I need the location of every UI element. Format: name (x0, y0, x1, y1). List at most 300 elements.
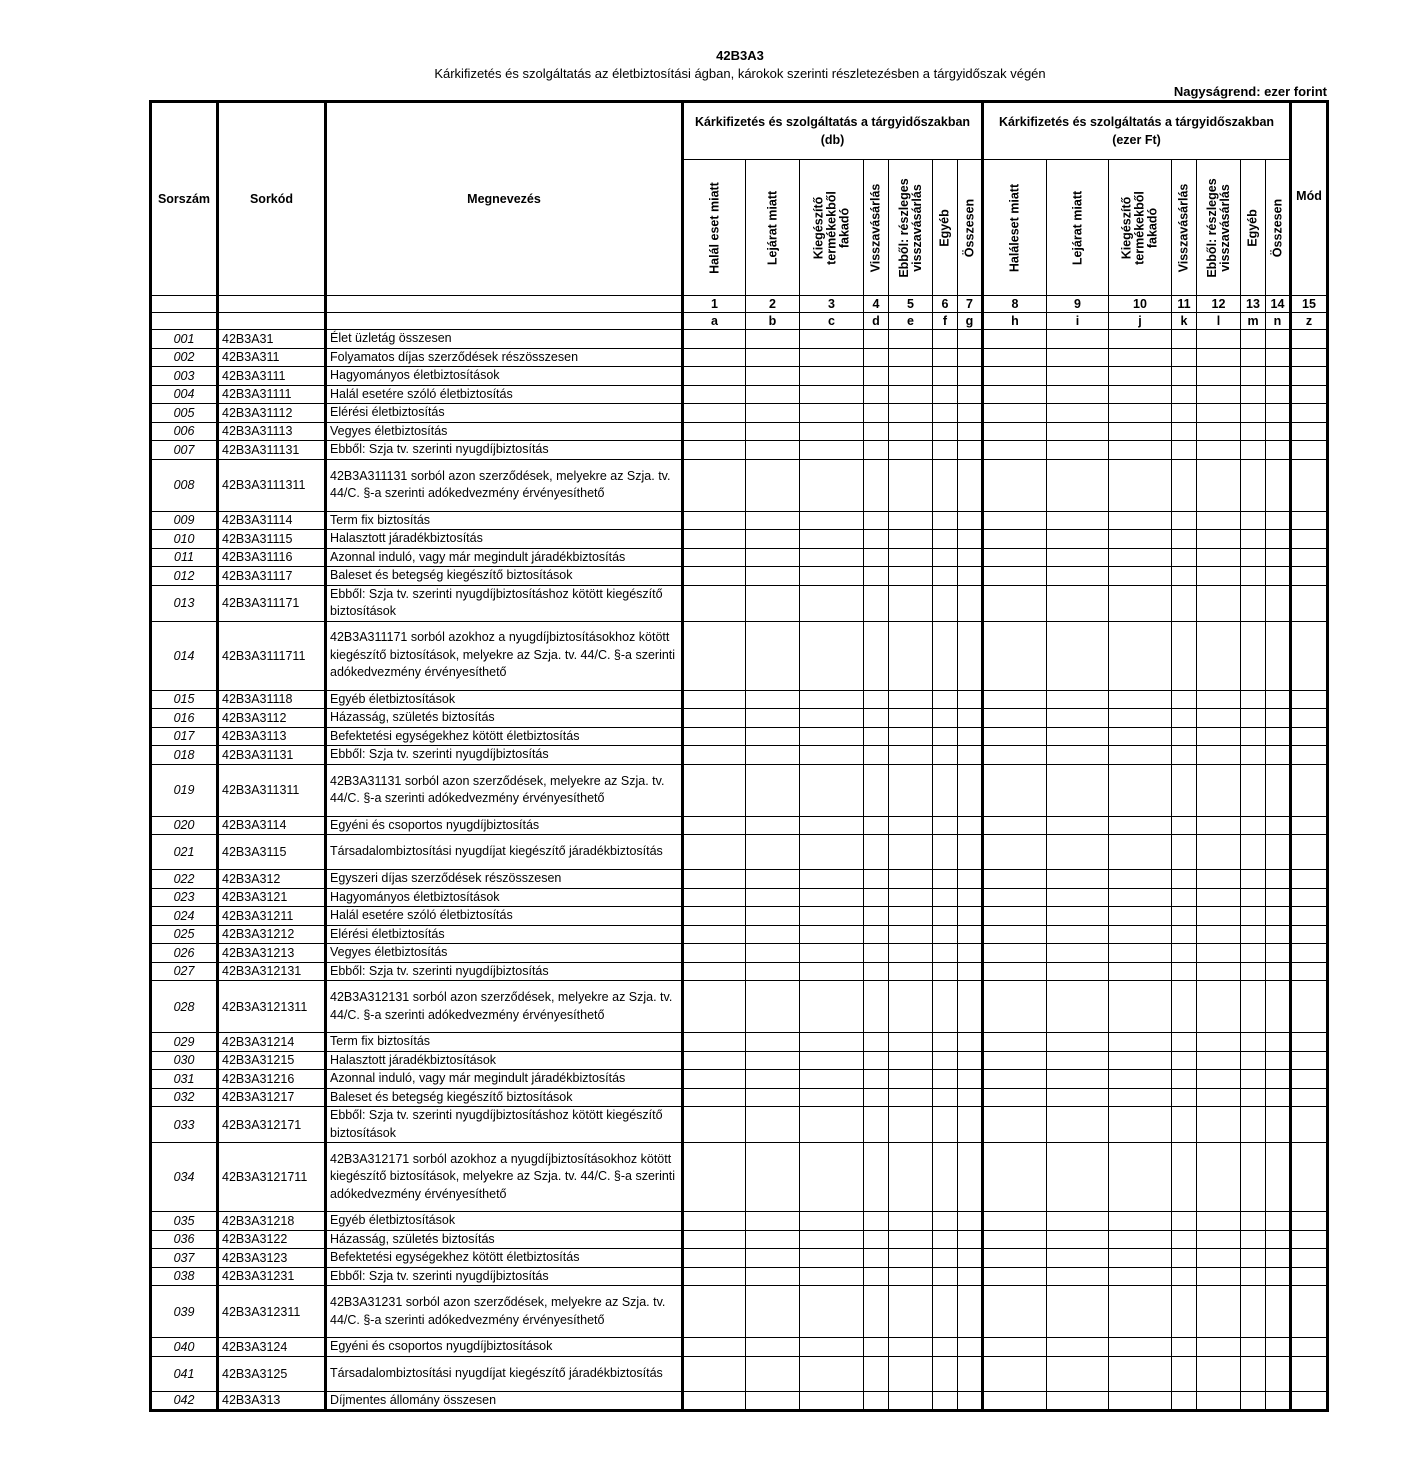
data-cell[interactable] (683, 621, 746, 690)
data-cell[interactable] (683, 962, 746, 981)
data-cell[interactable] (1241, 1143, 1266, 1212)
data-cell[interactable] (1172, 709, 1197, 728)
data-cell[interactable] (983, 1338, 1047, 1357)
data-cell[interactable] (800, 1212, 864, 1231)
data-cell[interactable] (864, 1356, 889, 1391)
data-cell[interactable] (1291, 1143, 1328, 1212)
data-cell[interactable] (1241, 1107, 1266, 1143)
data-cell[interactable] (746, 1249, 800, 1268)
data-cell[interactable] (683, 567, 746, 586)
data-cell[interactable] (1241, 330, 1266, 349)
data-cell[interactable] (746, 1070, 800, 1089)
data-cell[interactable] (958, 459, 983, 511)
data-cell[interactable] (1291, 1338, 1328, 1357)
data-cell[interactable] (1241, 1338, 1266, 1357)
data-cell[interactable] (1047, 709, 1109, 728)
data-cell[interactable] (889, 1051, 933, 1070)
data-cell[interactable] (933, 1267, 958, 1286)
data-cell[interactable] (1047, 404, 1109, 423)
data-cell[interactable] (800, 907, 864, 926)
data-cell[interactable] (800, 1249, 864, 1268)
data-cell[interactable] (1291, 907, 1328, 926)
data-cell[interactable] (1109, 585, 1172, 621)
data-cell[interactable] (958, 870, 983, 889)
data-cell[interactable] (1047, 727, 1109, 746)
data-cell[interactable] (800, 567, 864, 586)
data-cell[interactable] (746, 962, 800, 981)
data-cell[interactable] (864, 330, 889, 349)
data-cell[interactable] (889, 1286, 933, 1338)
data-cell[interactable] (1109, 385, 1172, 404)
data-cell[interactable] (933, 925, 958, 944)
data-cell[interactable] (800, 925, 864, 944)
data-cell[interactable] (958, 981, 983, 1033)
data-cell[interactable] (889, 907, 933, 926)
data-cell[interactable] (800, 404, 864, 423)
data-cell[interactable] (889, 330, 933, 349)
data-cell[interactable] (864, 944, 889, 963)
data-cell[interactable] (683, 944, 746, 963)
data-cell[interactable] (683, 511, 746, 530)
data-cell[interactable] (1241, 422, 1266, 441)
data-cell[interactable] (983, 727, 1047, 746)
data-cell[interactable] (1291, 925, 1328, 944)
data-cell[interactable] (1172, 944, 1197, 963)
data-cell[interactable] (683, 816, 746, 835)
data-cell[interactable] (1172, 746, 1197, 765)
data-cell[interactable] (746, 367, 800, 386)
data-cell[interactable] (933, 1107, 958, 1143)
data-cell[interactable] (1197, 925, 1241, 944)
data-cell[interactable] (746, 567, 800, 586)
data-cell[interactable] (683, 1230, 746, 1249)
data-cell[interactable] (889, 1088, 933, 1107)
data-cell[interactable] (983, 422, 1047, 441)
data-cell[interactable] (864, 548, 889, 567)
data-cell[interactable] (1291, 888, 1328, 907)
data-cell[interactable] (1047, 511, 1109, 530)
data-cell[interactable] (1197, 835, 1241, 870)
data-cell[interactable] (864, 1033, 889, 1052)
data-cell[interactable] (933, 567, 958, 586)
data-cell[interactable] (933, 1033, 958, 1052)
data-cell[interactable] (958, 348, 983, 367)
data-cell[interactable] (1266, 764, 1291, 816)
data-cell[interactable] (958, 1286, 983, 1338)
data-cell[interactable] (983, 567, 1047, 586)
data-cell[interactable] (683, 1070, 746, 1089)
data-cell[interactable] (800, 1267, 864, 1286)
data-cell[interactable] (958, 1033, 983, 1052)
data-cell[interactable] (958, 567, 983, 586)
data-cell[interactable] (1197, 404, 1241, 423)
data-cell[interactable] (889, 1338, 933, 1357)
data-cell[interactable] (983, 1356, 1047, 1391)
data-cell[interactable] (746, 404, 800, 423)
data-cell[interactable] (1172, 348, 1197, 367)
data-cell[interactable] (983, 907, 1047, 926)
data-cell[interactable] (1172, 925, 1197, 944)
data-cell[interactable] (800, 870, 864, 889)
data-cell[interactable] (1109, 1230, 1172, 1249)
data-cell[interactable] (746, 727, 800, 746)
data-cell[interactable] (1109, 1267, 1172, 1286)
data-cell[interactable] (1109, 709, 1172, 728)
data-cell[interactable] (683, 870, 746, 889)
data-cell[interactable] (1241, 1212, 1266, 1231)
data-cell[interactable] (1241, 1249, 1266, 1268)
data-cell[interactable] (1172, 1230, 1197, 1249)
data-cell[interactable] (746, 870, 800, 889)
data-cell[interactable] (1241, 764, 1266, 816)
data-cell[interactable] (1109, 690, 1172, 709)
data-cell[interactable] (1172, 330, 1197, 349)
data-cell[interactable] (1197, 367, 1241, 386)
data-cell[interactable] (1266, 1286, 1291, 1338)
data-cell[interactable] (1291, 530, 1328, 549)
data-cell[interactable] (746, 441, 800, 460)
data-cell[interactable] (1291, 709, 1328, 728)
data-cell[interactable] (1047, 981, 1109, 1033)
data-cell[interactable] (1172, 1286, 1197, 1338)
data-cell[interactable] (1109, 367, 1172, 386)
data-cell[interactable] (1241, 944, 1266, 963)
data-cell[interactable] (1172, 1356, 1197, 1391)
data-cell[interactable] (958, 962, 983, 981)
data-cell[interactable] (1241, 441, 1266, 460)
data-cell[interactable] (1109, 511, 1172, 530)
data-cell[interactable] (1109, 870, 1172, 889)
data-cell[interactable] (1197, 348, 1241, 367)
data-cell[interactable] (800, 385, 864, 404)
data-cell[interactable] (1109, 981, 1172, 1033)
data-cell[interactable] (1172, 1070, 1197, 1089)
data-cell[interactable] (1109, 944, 1172, 963)
data-cell[interactable] (746, 422, 800, 441)
data-cell[interactable] (1197, 1088, 1241, 1107)
data-cell[interactable] (1172, 530, 1197, 549)
data-cell[interactable] (1241, 567, 1266, 586)
data-cell[interactable] (1047, 1088, 1109, 1107)
data-cell[interactable] (1197, 709, 1241, 728)
data-cell[interactable] (1047, 530, 1109, 549)
data-cell[interactable] (933, 1143, 958, 1212)
data-cell[interactable] (1241, 816, 1266, 835)
data-cell[interactable] (1197, 567, 1241, 586)
data-cell[interactable] (1197, 422, 1241, 441)
data-cell[interactable] (746, 1286, 800, 1338)
data-cell[interactable] (1172, 459, 1197, 511)
data-cell[interactable] (889, 422, 933, 441)
data-cell[interactable] (1172, 1267, 1197, 1286)
data-cell[interactable] (1047, 1143, 1109, 1212)
data-cell[interactable] (983, 1212, 1047, 1231)
data-cell[interactable] (1291, 404, 1328, 423)
data-cell[interactable] (1172, 835, 1197, 870)
data-cell[interactable] (1172, 1338, 1197, 1357)
data-cell[interactable] (683, 746, 746, 765)
data-cell[interactable] (1291, 621, 1328, 690)
data-cell[interactable] (1291, 367, 1328, 386)
data-cell[interactable] (746, 530, 800, 549)
data-cell[interactable] (889, 530, 933, 549)
data-cell[interactable] (983, 1286, 1047, 1338)
data-cell[interactable] (746, 330, 800, 349)
data-cell[interactable] (1109, 459, 1172, 511)
data-cell[interactable] (800, 511, 864, 530)
data-cell[interactable] (983, 459, 1047, 511)
data-cell[interactable] (933, 1051, 958, 1070)
data-cell[interactable] (864, 981, 889, 1033)
data-cell[interactable] (800, 548, 864, 567)
data-cell[interactable] (889, 870, 933, 889)
data-cell[interactable] (983, 1033, 1047, 1052)
data-cell[interactable] (746, 1338, 800, 1357)
data-cell[interactable] (1197, 888, 1241, 907)
data-cell[interactable] (933, 746, 958, 765)
data-cell[interactable] (683, 367, 746, 386)
data-cell[interactable] (1047, 1212, 1109, 1231)
data-cell[interactable] (1197, 1051, 1241, 1070)
data-cell[interactable] (958, 907, 983, 926)
data-cell[interactable] (1172, 367, 1197, 386)
data-cell[interactable] (1172, 727, 1197, 746)
data-cell[interactable] (983, 530, 1047, 549)
data-cell[interactable] (1266, 727, 1291, 746)
data-cell[interactable] (933, 727, 958, 746)
data-cell[interactable] (933, 690, 958, 709)
data-cell[interactable] (1241, 621, 1266, 690)
data-cell[interactable] (889, 746, 933, 765)
data-cell[interactable] (1197, 530, 1241, 549)
data-cell[interactable] (1047, 621, 1109, 690)
data-cell[interactable] (1047, 567, 1109, 586)
data-cell[interactable] (1197, 870, 1241, 889)
data-cell[interactable] (958, 764, 983, 816)
data-cell[interactable] (1047, 870, 1109, 889)
data-cell[interactable] (1291, 459, 1328, 511)
data-cell[interactable] (800, 1230, 864, 1249)
data-cell[interactable] (1266, 690, 1291, 709)
data-cell[interactable] (746, 764, 800, 816)
data-cell[interactable] (958, 422, 983, 441)
data-cell[interactable] (1291, 1107, 1328, 1143)
data-cell[interactable] (683, 727, 746, 746)
data-cell[interactable] (1241, 907, 1266, 926)
data-cell[interactable] (983, 1391, 1047, 1411)
data-cell[interactable] (746, 1212, 800, 1231)
data-cell[interactable] (983, 330, 1047, 349)
data-cell[interactable] (683, 1051, 746, 1070)
data-cell[interactable] (1047, 1230, 1109, 1249)
data-cell[interactable] (983, 621, 1047, 690)
data-cell[interactable] (933, 962, 958, 981)
data-cell[interactable] (1047, 459, 1109, 511)
data-cell[interactable] (683, 925, 746, 944)
data-cell[interactable] (864, 816, 889, 835)
data-cell[interactable] (1241, 1070, 1266, 1089)
data-cell[interactable] (1172, 1391, 1197, 1411)
data-cell[interactable] (800, 835, 864, 870)
data-cell[interactable] (933, 621, 958, 690)
data-cell[interactable] (1109, 348, 1172, 367)
data-cell[interactable] (1197, 727, 1241, 746)
data-cell[interactable] (889, 1033, 933, 1052)
data-cell[interactable] (1109, 1356, 1172, 1391)
data-cell[interactable] (1241, 1267, 1266, 1286)
data-cell[interactable] (958, 1267, 983, 1286)
data-cell[interactable] (1241, 835, 1266, 870)
data-cell[interactable] (800, 1088, 864, 1107)
data-cell[interactable] (1241, 981, 1266, 1033)
data-cell[interactable] (1109, 764, 1172, 816)
data-cell[interactable] (683, 1391, 746, 1411)
data-cell[interactable] (958, 385, 983, 404)
data-cell[interactable] (958, 925, 983, 944)
data-cell[interactable] (1172, 404, 1197, 423)
data-cell[interactable] (683, 441, 746, 460)
data-cell[interactable] (1197, 1033, 1241, 1052)
data-cell[interactable] (746, 944, 800, 963)
data-cell[interactable] (889, 764, 933, 816)
data-cell[interactable] (683, 348, 746, 367)
data-cell[interactable] (1266, 1070, 1291, 1089)
data-cell[interactable] (1266, 835, 1291, 870)
data-cell[interactable] (1047, 1070, 1109, 1089)
data-cell[interactable] (933, 530, 958, 549)
data-cell[interactable] (1109, 727, 1172, 746)
data-cell[interactable] (1047, 367, 1109, 386)
data-cell[interactable] (983, 1267, 1047, 1286)
data-cell[interactable] (864, 907, 889, 926)
data-cell[interactable] (1047, 585, 1109, 621)
data-cell[interactable] (958, 530, 983, 549)
data-cell[interactable] (1241, 548, 1266, 567)
data-cell[interactable] (1266, 944, 1291, 963)
data-cell[interactable] (1241, 348, 1266, 367)
data-cell[interactable] (800, 1286, 864, 1338)
data-cell[interactable] (958, 1107, 983, 1143)
data-cell[interactable] (864, 385, 889, 404)
data-cell[interactable] (983, 548, 1047, 567)
data-cell[interactable] (746, 585, 800, 621)
data-cell[interactable] (933, 1356, 958, 1391)
data-cell[interactable] (958, 404, 983, 423)
data-cell[interactable] (983, 1249, 1047, 1268)
data-cell[interactable] (1109, 1391, 1172, 1411)
data-cell[interactable] (800, 962, 864, 981)
data-cell[interactable] (958, 1391, 983, 1411)
data-cell[interactable] (1172, 1143, 1197, 1212)
data-cell[interactable] (933, 816, 958, 835)
data-cell[interactable] (1172, 385, 1197, 404)
data-cell[interactable] (683, 907, 746, 926)
data-cell[interactable] (889, 1143, 933, 1212)
data-cell[interactable] (683, 385, 746, 404)
data-cell[interactable] (864, 459, 889, 511)
data-cell[interactable] (983, 385, 1047, 404)
data-cell[interactable] (746, 690, 800, 709)
data-cell[interactable] (958, 330, 983, 349)
data-cell[interactable] (958, 888, 983, 907)
data-cell[interactable] (683, 459, 746, 511)
data-cell[interactable] (1266, 404, 1291, 423)
data-cell[interactable] (1266, 925, 1291, 944)
data-cell[interactable] (746, 888, 800, 907)
data-cell[interactable] (1266, 385, 1291, 404)
data-cell[interactable] (1197, 764, 1241, 816)
data-cell[interactable] (1172, 888, 1197, 907)
data-cell[interactable] (800, 709, 864, 728)
data-cell[interactable] (1266, 530, 1291, 549)
data-cell[interactable] (983, 1230, 1047, 1249)
data-cell[interactable] (683, 422, 746, 441)
data-cell[interactable] (1291, 1286, 1328, 1338)
data-cell[interactable] (800, 1143, 864, 1212)
data-cell[interactable] (1291, 944, 1328, 963)
data-cell[interactable] (958, 548, 983, 567)
data-cell[interactable] (1197, 962, 1241, 981)
data-cell[interactable] (800, 530, 864, 549)
data-cell[interactable] (889, 727, 933, 746)
data-cell[interactable] (933, 870, 958, 889)
data-cell[interactable] (1047, 1249, 1109, 1268)
data-cell[interactable] (1109, 925, 1172, 944)
data-cell[interactable] (1197, 1249, 1241, 1268)
data-cell[interactable] (933, 511, 958, 530)
data-cell[interactable] (1266, 981, 1291, 1033)
data-cell[interactable] (983, 944, 1047, 963)
data-cell[interactable] (1109, 530, 1172, 549)
data-cell[interactable] (889, 1391, 933, 1411)
data-cell[interactable] (1266, 422, 1291, 441)
data-cell[interactable] (983, 925, 1047, 944)
data-cell[interactable] (1109, 1107, 1172, 1143)
data-cell[interactable] (933, 764, 958, 816)
data-cell[interactable] (933, 459, 958, 511)
data-cell[interactable] (864, 567, 889, 586)
data-cell[interactable] (1172, 621, 1197, 690)
data-cell[interactable] (1291, 1212, 1328, 1231)
data-cell[interactable] (1172, 585, 1197, 621)
data-cell[interactable] (958, 441, 983, 460)
data-cell[interactable] (1291, 1267, 1328, 1286)
data-cell[interactable] (864, 1230, 889, 1249)
data-cell[interactable] (1197, 690, 1241, 709)
data-cell[interactable] (864, 1070, 889, 1089)
data-cell[interactable] (889, 1267, 933, 1286)
data-cell[interactable] (889, 1212, 933, 1231)
data-cell[interactable] (889, 816, 933, 835)
data-cell[interactable] (1291, 1088, 1328, 1107)
data-cell[interactable] (1109, 621, 1172, 690)
data-cell[interactable] (1291, 567, 1328, 586)
data-cell[interactable] (1197, 746, 1241, 765)
data-cell[interactable] (958, 367, 983, 386)
data-cell[interactable] (958, 511, 983, 530)
data-cell[interactable] (1047, 816, 1109, 835)
data-cell[interactable] (1291, 548, 1328, 567)
data-cell[interactable] (1047, 925, 1109, 944)
data-cell[interactable] (1266, 888, 1291, 907)
data-cell[interactable] (889, 944, 933, 963)
data-cell[interactable] (983, 709, 1047, 728)
data-cell[interactable] (864, 1391, 889, 1411)
data-cell[interactable] (746, 1143, 800, 1212)
data-cell[interactable] (864, 1107, 889, 1143)
data-cell[interactable] (889, 585, 933, 621)
data-cell[interactable] (1266, 1051, 1291, 1070)
